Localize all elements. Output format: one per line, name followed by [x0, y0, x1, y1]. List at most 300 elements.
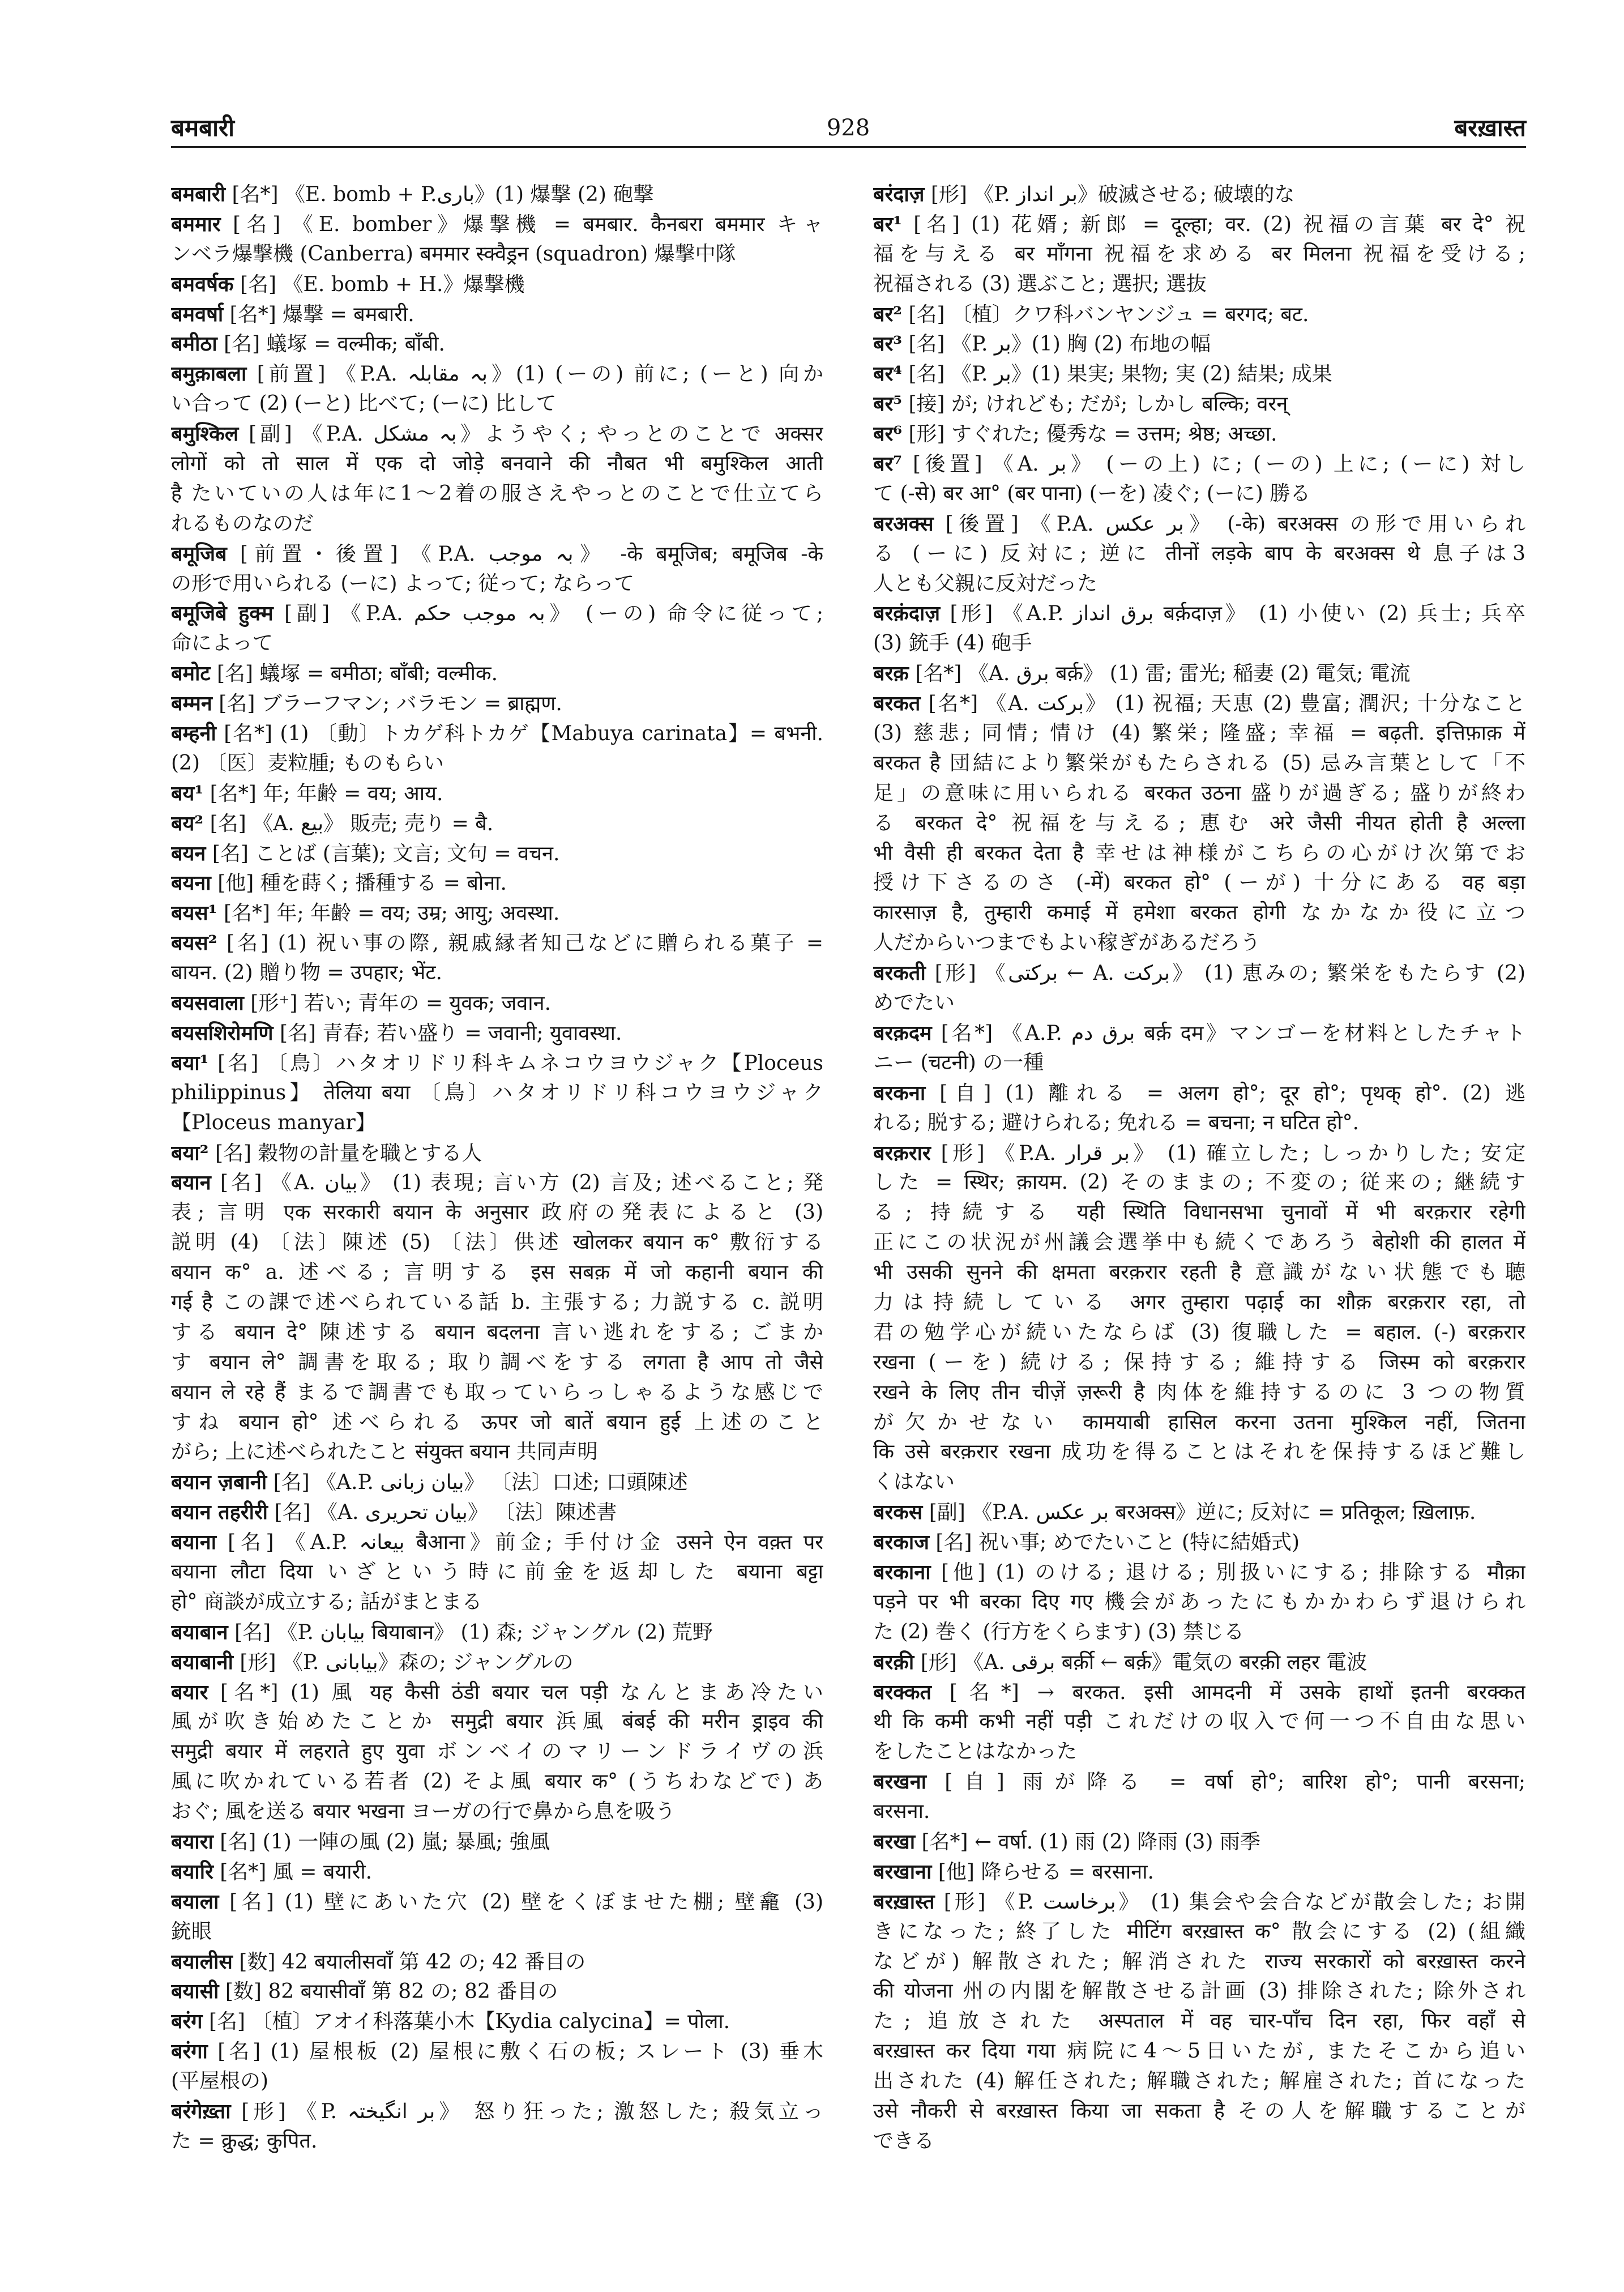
entry-line — [873, 569, 1525, 599]
entry-line-headword — [873, 958, 1525, 988]
entry-text: (3) 銃手 (4) 砲手 — [873, 631, 1032, 655]
entry-text: 君の勉学心が続いたならば (3) 復職した = बहाल. (-) बरक़रार — [873, 1320, 1525, 1344]
entry-text: 銃眼 — [171, 1919, 212, 1943]
entry-text: [名*] 《A. برکت》 (1) 祝福; 天恵 (2) 豊富; 潤沢; 十分なこと — [920, 692, 1525, 716]
entry-text: [自] 雨が降る = वर्षा हो°; बारिश हो°; पानी बरसना; — [926, 1770, 1525, 1794]
entry-text: [形] すぐれた; 優秀な = उत्तम; श्रेष्ठ; अच्छा. — [902, 422, 1277, 446]
entry-text: गई है この課で述べられている話 b. 主張する; 力説する c. 説明 — [171, 1290, 823, 1314]
entry-text: がら; 上に述べられたこと संयुक्त बयान 共同声明 — [171, 1440, 598, 1464]
entry-line — [171, 1078, 823, 1108]
headword: बरख़ास्त — [873, 1889, 935, 1914]
entry-line — [873, 1198, 1525, 1228]
headword: बय¹ — [171, 781, 204, 805]
headword: बयान तहरीरी — [171, 1500, 268, 1525]
entry-line-headword — [171, 2097, 823, 2127]
entry-line — [873, 779, 1525, 809]
entry-line-headword — [873, 659, 1525, 689]
entry-line-headword — [873, 1078, 1525, 1108]
headword: बरक़ — [873, 661, 909, 686]
entry-text: [名*] 《A.P. برق دم बर्क़ दम》マンゴーを材料としたチャト — [931, 1021, 1525, 1045]
entry-line — [873, 1228, 1525, 1258]
entry-text: 風が吹き始めたことか समुद्री बयार 浜風 बंबई की मरीन ड्राइव की — [171, 1710, 823, 1734]
entry-text: 授け下さるのさ (-में) बरकत हो° (ーが) 十分にある वह बड़ा — [873, 871, 1525, 895]
entry-text: [形] 《P. برخاست》 (1) 集会や会合などが散会した; お開 — [934, 1890, 1525, 1914]
headword: बमूजिब — [171, 541, 227, 566]
entry-text: 命によって — [171, 631, 273, 655]
headword: बरंदाज़ — [873, 182, 925, 206]
headword: बमुश्किल — [171, 422, 239, 446]
entry-text: る बरकत दे° 祝福を与える; 恵む अरे जैसी नीयत होती है अल्ला — [873, 811, 1525, 835]
entry-text: 人だからいつまでもよい稼ぎがあるだろう — [873, 931, 1261, 955]
entry-text: [名] 《P. بر》(1) 胸 (2) 布地の幅 — [902, 332, 1211, 356]
entry-line-headword — [171, 809, 823, 839]
entry-line — [873, 1288, 1525, 1318]
headword: बयना — [171, 871, 211, 895]
headword: बयान ज़बानी — [171, 1470, 267, 1495]
entry-line — [873, 1947, 1525, 1977]
entry-text: 説明 (4) 〔法〕陳述 (5) 〔法〕供述 खोलकर बयान क° 敷衍する — [171, 1231, 823, 1254]
entry-line — [873, 240, 1525, 270]
entry-text: बयान ले रहे हैं まるで調書でも取っていらっしゃるような感じで — [171, 1380, 823, 1404]
entry-text: 福を与える बर माँगना 祝福を求める बर मिलना 祝福を受ける; — [873, 242, 1525, 266]
entry-line-headword — [171, 1138, 823, 1168]
entry-text: पड़ने पर भी बरका दिए गए 機会があったにもかかわらず退けられ — [873, 1590, 1525, 1614]
entry-text: है たいていの人は年に1～2着の服さえやっとのことで仕立てら — [171, 481, 823, 505]
entry-text: [名] ことば (言葉); 文言; 文句 = वचन. — [206, 842, 560, 865]
entry-line — [171, 509, 823, 539]
headword: बर⁷ — [873, 452, 903, 476]
entry-text: [数] 82 बयासीवाँ 第 82 の; 82 番目の — [219, 1980, 558, 2004]
headword: बयासी — [171, 1979, 219, 2004]
headword: बमवर्षा — [171, 302, 224, 326]
entry-line — [873, 1737, 1525, 1767]
entry-line-headword — [171, 1947, 823, 1977]
headword: बयाना — [171, 1530, 217, 1555]
entry-line — [171, 1707, 823, 1737]
running-head-right: बरख़ास्त — [1454, 114, 1526, 142]
entry-line — [873, 1707, 1525, 1737]
entry-line — [171, 1348, 823, 1378]
entry-line-headword — [171, 419, 823, 449]
entry-text: [名] 《A. بیان》 (1) 表現; 言い方 (2) 言及; 述べること; 発 — [211, 1171, 823, 1195]
entry-line — [873, 928, 1525, 958]
headword: बयाला — [171, 1889, 219, 1914]
entry-text: 足」の意味に用いられる बरकत उठना 盛りが過ぎる; 盛りが終わ — [873, 781, 1525, 805]
entry-line — [873, 2097, 1525, 2127]
entry-text: などが) 解散された; 解消された राज्य सरकारों को बरख़ास्त करने — [873, 1949, 1525, 1973]
entry-line-headword — [873, 1887, 1525, 1917]
entry-text: [名] 《E. bomb + H.》爆撃機 — [233, 272, 525, 296]
entry-line — [873, 898, 1525, 928]
headword: बर¹ — [873, 212, 903, 236]
headword: बयारि — [171, 1859, 213, 1884]
entry-text: [形] 《P.A. بر قرار》 (1) 確立した; しっかりした; 安定 — [930, 1141, 1525, 1165]
headword: बयस¹ — [171, 901, 217, 925]
entry-line-headword — [873, 1018, 1525, 1048]
entry-line — [171, 1437, 823, 1467]
headword: बरखना — [873, 1770, 927, 1794]
entry-line-headword — [171, 1827, 823, 1857]
entry-text: [名*] → बरकत. इसी आमदनी में उसके हाथों इतनी बरक्कत — [931, 1680, 1525, 1704]
entry-text: रखना (ーを) 続ける; 保持する; 維持する जिस्म को बरक़रार — [873, 1350, 1525, 1374]
entry-text: [名] 《A. بیع》 販売; 売り = बै. — [203, 812, 494, 835]
entry-line — [873, 988, 1525, 1018]
headword: बयन — [171, 841, 206, 865]
entry-line — [873, 479, 1525, 509]
entry-text: る (ーに) 反対に; 逆に तीनों लड़के बाप के बरअक्स थे 息子は3 — [873, 541, 1525, 565]
entry-text: 祝福される (3) 選ぶこと; 選択; 選抜 — [873, 272, 1207, 296]
entry-text: [他] 種を蒔く; 播種する = बोना. — [211, 872, 507, 895]
entry-text: [形] 《A. برقی बर्क़ी ← बर्क़》電気の बरक़ी लहर 電波 — [914, 1650, 1367, 1674]
entry-line-headword — [873, 1827, 1525, 1857]
entry-text: बरकत है 団結により繁栄がもたらされる (5) 忌み言葉として「不 — [873, 751, 1525, 775]
entry-text: भी उसकी सुनने की क्षमता बरक़रार रहती है 意識がない状態でも聴 — [873, 1261, 1525, 1284]
entry-line — [171, 389, 823, 419]
entry-line — [873, 1587, 1525, 1617]
entry-text: [名] 〔植〕アオイ科落葉小木【Kydia calycina】= पोला. — [202, 2010, 730, 2034]
headword: बयारा — [171, 1829, 213, 1854]
entry-line — [171, 1917, 823, 1947]
headword: बया¹ — [171, 1051, 209, 1075]
entry-text: लोगों को तो साल में एक दो जोड़े बनवाने की नौबत भी बमुश्किल आती — [171, 452, 823, 476]
entry-text: [後置] 《A. بر》 (ーの上) に; (ーの) 上に; (ーに) 対し — [902, 453, 1525, 476]
entry-line-headword — [171, 1647, 823, 1678]
headword: बम्हनी — [171, 722, 216, 746]
headword: बर⁵ — [873, 392, 903, 416]
headword: बर⁴ — [873, 362, 903, 386]
entry-text: [名] (1) 祝い事の際, 親戚縁者知己などに贈られる菓子 = — [217, 932, 823, 955]
entry-text: [名] 祝い事; めでたいこと (特に結婚式) — [929, 1531, 1300, 1555]
entry-line — [873, 1408, 1525, 1438]
entry-line — [873, 2127, 1525, 2157]
entry-text: [名*] 《E. bomb + P.باری》(1) 爆撃 (2) 砲撃 — [225, 183, 654, 206]
entry-text: [名] 〔植〕クワ科バンヤンジュ = बरगद; बट. — [902, 302, 1309, 326]
entry-text: [副] 《P.A. بہ مشکل》ようやく; やっとのことで अक्सर — [238, 422, 823, 446]
entry-line-headword — [171, 988, 823, 1018]
entry-line — [873, 1348, 1525, 1378]
entry-text: [形] 《برکتی ← A. برکت》 (1) 恵みの; 繁栄をもたらす (2) — [925, 962, 1525, 985]
entry-text: की योजना 州の内閣を解散させる計画 (3) 排除された; 除外され — [873, 1979, 1525, 2003]
entry-text: [前置・後置] 《P.A. بہ موجب》 -के बमूजिब; बमूजिब -के — [226, 542, 823, 566]
entry-line-headword — [873, 689, 1525, 719]
headword: बर² — [873, 302, 903, 326]
entry-text: [名] 《A. بیان تحریری》 〔法〕陳述書 — [268, 1501, 617, 1525]
entry-text: [名*] 年; 年齢 = वय; उम्र; आयु; अवस्था. — [217, 902, 560, 925]
entry-line-headword — [873, 300, 1525, 330]
entry-line — [873, 868, 1525, 898]
entry-text: [前置] 《P.A. بہ مقابلہ》(1) (ーの) 前に; (ーと) 向か — [246, 362, 823, 386]
entry-line-headword — [171, 1678, 823, 1708]
entry-line — [873, 539, 1525, 569]
entry-text: [数] 42 बयालीसवाँ 第 42 の; 42 番目の — [232, 1950, 586, 1974]
headword: बरंगेख़्ता — [171, 2099, 231, 2123]
headword: बरक़दम — [873, 1021, 932, 1045]
entry-text: す बयान ले° 調書を取る; 取り調べをする लगता है आप तो जैसे — [171, 1350, 823, 1374]
entry-line — [171, 1737, 823, 1767]
headword: बर⁶ — [873, 422, 903, 446]
entry-line-headword — [873, 449, 1525, 479]
entry-line — [171, 629, 823, 659]
entry-line-headword — [171, 1018, 823, 1048]
entry-text: の形で用いられる (ーに) よって; 従って; ならって — [171, 571, 635, 595]
entry-text: [名] (1) 屋根板 (2) 屋根に敷く石の板; スレート (3) 垂木 — [207, 2040, 823, 2064]
entry-text: रखने के लिए तीन चीज़ें ज़रूरी है 肉体を維持するのに 3 つの物質 — [873, 1380, 1525, 1404]
entry-line-headword — [171, 210, 823, 240]
entry-line — [171, 569, 823, 599]
entry-line — [171, 1288, 823, 1318]
entry-line — [171, 1108, 823, 1138]
entry-text: れるものなのだ — [171, 511, 314, 535]
entry-text: [名] 青春; 若い盛り = जवानी; युवावस्था. — [273, 1021, 622, 1045]
entry-line — [171, 749, 823, 779]
headword: बमवर्षक — [171, 272, 234, 296]
entry-line — [171, 1797, 823, 1827]
headword: बरखाना — [873, 1859, 932, 1884]
entry-line — [171, 479, 823, 509]
entry-text: [接] が; けれども; だが; しかし बल्कि; वरन् — [902, 392, 1288, 416]
entry-line — [873, 629, 1525, 659]
headword: बरंगा — [171, 2039, 208, 2064]
entry-line-headword — [171, 300, 823, 330]
entry-text: [名] 蟻塚 = वल्मीक; बाँबी. — [217, 332, 445, 356]
entry-line — [873, 809, 1525, 839]
entry-text: हो° 商談が成立する; 話がまとまる — [171, 1590, 482, 1614]
headword: बयार — [171, 1680, 208, 1704]
right-column — [873, 180, 1525, 2157]
entry-text: [自] (1) 離れる = अलग हो°; दूर हो°; पृथक् हो°. (2) 逃 — [925, 1081, 1525, 1105]
entry-text: [形] 《P. بر انداز》破滅させる; 破壊的な — [924, 183, 1295, 206]
entry-text: 人とも父親に反対だった — [873, 571, 1098, 595]
entry-line-headword — [171, 359, 823, 389]
entry-text: कि उसे बरक़रार रखना 成功を得ることはそれを保持するほど難し — [873, 1440, 1525, 1464]
headword: बमूजिबे हुक्म — [171, 601, 273, 626]
headword: बयसवाला — [171, 991, 244, 1015]
entry-text: [名*] (1) 〔動〕トカゲ科トカゲ【Mabuya carinata】= बभनी. — [216, 722, 823, 746]
entry-line-headword — [171, 1497, 823, 1527]
entry-line-headword — [873, 1497, 1525, 1527]
entry-line — [171, 240, 823, 270]
entry-line-headword — [171, 1467, 823, 1497]
headword: बमोट — [171, 661, 211, 686]
entry-text: (平屋根の) — [171, 2069, 269, 2093]
entry-line-headword — [171, 928, 823, 958]
entry-text: [副] 《P.A. بہ موجب حکم》 (ーの) 命令に従って; — [273, 602, 823, 626]
entry-line-headword — [171, 868, 823, 898]
entry-text: くはない — [873, 1470, 955, 1494]
entry-line-headword — [171, 1048, 823, 1078]
entry-line — [873, 1258, 1525, 1288]
entry-text: बरसना. — [873, 1800, 930, 1824]
entry-text: [名] (1) 花婿; 新郎 = दूल्हा; वर. (2) 祝福の言葉 बर दे° 祝 — [902, 212, 1525, 236]
entry-line — [873, 2007, 1525, 2037]
entry-line-headword — [171, 599, 823, 629]
entry-text: [名] 《A.P. بیان زبانی》 〔法〕口述; 口頭陳述 — [267, 1471, 688, 1495]
entry-line — [171, 1378, 823, 1408]
entry-line-headword — [873, 389, 1525, 419]
headword: बर³ — [873, 332, 903, 356]
entry-text: が欠かせない कामयाबी हासिल करना उतना मुश्किल नहीं, जितना — [873, 1410, 1525, 1434]
entry-line-headword — [171, 1617, 823, 1647]
entry-text: 正にこの状況が州議会選挙中も続くであろう बेहोशी की हालत में — [873, 1231, 1525, 1254]
entry-text: [名] 〔鳥〕ハタオリドリ科キムネコウヨウジャク【Ploceus — [208, 1051, 823, 1075]
entry-text: [後置] 《P.A. بر عکس》 (-के) बरअक्स の形で用いられ — [933, 512, 1525, 536]
headword: बरकती — [873, 961, 926, 985]
entry-text: [名] (1) 壁にあいた穴 (2) 壁をくぼませた棚; 壁龕 (3) — [219, 1890, 823, 1914]
entry-line-headword — [873, 1138, 1525, 1168]
entry-text: する बयान दे° 陳述する बयान बदलना 言い逃れをする; ごまか — [171, 1320, 823, 1344]
headword: बरक़ंदाज़ — [873, 601, 941, 626]
entry-text: [形] 《A.P. برق انداز बर्क़दाज़》 (1) 小使い (2) 兵士; 兵卒 — [940, 602, 1525, 626]
entry-text: [形] 《P. بیابانی》森の; ジャングルの — [233, 1650, 574, 1674]
entry-line-headword — [171, 270, 823, 300]
entry-line — [873, 749, 1525, 779]
entry-line-headword — [171, 1857, 823, 1887]
headword: बमुक़ाबला — [171, 362, 247, 386]
entry-line — [873, 1467, 1525, 1497]
entry-line — [171, 1258, 823, 1288]
entry-line-headword — [171, 2007, 823, 2037]
entry-text: 風に吹かれている若者 (2) そよ風 बयार क° (うちわなどで) あ — [171, 1770, 823, 1794]
entry-line-headword — [171, 1168, 823, 1198]
entry-text: [名] 《A.P. بیعانہ बैआना》前金; 手付け金 उसने ऐन वक़्त पर — [216, 1531, 823, 1555]
entry-line-headword — [873, 509, 1525, 539]
entry-line — [171, 2067, 823, 2097]
entry-text: ニー (चटनी) の一種 — [873, 1051, 1044, 1074]
entry-line — [873, 2067, 1525, 2097]
entry-text: おぐ; 風を送る बयार भखना ヨーガの行で鼻から息を吸う — [171, 1800, 676, 1824]
headword: बरक़रार — [873, 1141, 931, 1165]
entry-line — [171, 2127, 823, 2157]
entry-text: めでたい — [873, 991, 955, 1015]
entry-text: した = स्थिर; क़ायम. (2) そのままの; 不変の; 従来の; 継続す — [873, 1171, 1525, 1194]
entry-line-headword — [873, 359, 1525, 389]
entry-text: ンベラ爆撃機 (Canberra) बममार स्क्वैड्रन (squadron) 爆撃中隊 — [171, 242, 736, 266]
entry-text: [名] ブラーフマン; バラモン = ब्राह्मण. — [212, 692, 562, 716]
entry-line-headword — [873, 1857, 1525, 1887]
entry-text: れる; 脱する; 避けられる; 免れる = बचना; न घटित हो°. — [873, 1111, 1360, 1134]
entry-text: をしたことはなかった — [873, 1740, 1078, 1764]
entry-text: बरख़ास्त कर दिया गया 病院に4～5日いたが, またそこから追い — [873, 2039, 1525, 2063]
entry-line-headword — [873, 419, 1525, 449]
entry-line-headword — [171, 539, 823, 569]
entry-line — [171, 958, 823, 988]
entry-text: [名] 《E. bomber》爆撃機 = बमबार. कैनबरा बममार キャ — [220, 212, 823, 236]
entry-text: [他] (1) のける; 退ける; 別扱いにする; 排除する मौक़ा — [930, 1560, 1525, 1584]
entry-line — [873, 1048, 1525, 1078]
headword: बरकना — [873, 1081, 926, 1105]
headword: बयसशिरोमणि — [171, 1021, 273, 1045]
headword: बम्मन — [171, 692, 212, 716]
entry-text: すね बयान हो° 述べられる ऊपर जो बातें बयान हुई 上述のこと — [171, 1410, 823, 1434]
entry-line — [171, 1198, 823, 1228]
entry-line-headword — [171, 719, 823, 749]
headword: बरकस — [873, 1500, 923, 1525]
entry-line — [873, 1108, 1525, 1138]
entry-text: [他] 降らせる = बरसाना. — [931, 1860, 1154, 1884]
headword: बया² — [171, 1141, 209, 1165]
headword: बय² — [171, 811, 204, 835]
header-rule — [171, 146, 1526, 148]
entry-line-headword — [171, 180, 823, 210]
headword: बरअक्स — [873, 511, 934, 536]
entry-line — [873, 1437, 1525, 1467]
entry-text: [副] 《P.A. بر عکس बरअक्स》逆に; 反対に = प्रतिकूल; ख़िलाफ़. — [922, 1501, 1476, 1525]
entry-line — [171, 1228, 823, 1258]
entry-line-headword — [171, 779, 823, 809]
entry-text: बयाना लौटा दिया いざという時に前金を返却した बयाना बट्टा — [171, 1560, 823, 1584]
entry-text: कारसाज़ है, तुम्हारी कमाई में हमेशा बरकत होगी なかなか役に立つ — [873, 901, 1525, 925]
entry-line-headword — [171, 2037, 823, 2067]
entry-text: きになった; 終了した मीटिंग बरख़ास्त क° 散会にする (2) (組織 — [873, 1919, 1525, 1943]
entry-text: て (-से) बर आ° (बर पाना) (ーを) 凌ぐ; (ーに) 勝る — [873, 481, 1311, 505]
entry-text: [名] 穀物の計量を職とする人 — [208, 1141, 482, 1165]
entry-line — [171, 1767, 823, 1797]
entry-text: 出された (4) 解任された; 解職された; 解雇された; 首になった — [873, 2069, 1525, 2093]
entry-line — [873, 719, 1525, 749]
page-number: 928 — [826, 115, 870, 141]
entry-line — [873, 1797, 1525, 1827]
entry-line-headword — [873, 329, 1525, 359]
headword: बमीठा — [171, 332, 217, 356]
entry-line — [873, 1318, 1525, 1348]
entry-text: る; 持続する यही स्थिति विधानसभा चुनावों में भी बरक़रार रहेगी — [873, 1201, 1525, 1224]
headword: बरकाज — [873, 1530, 929, 1555]
entry-text: [名] 《P. بر》(1) 果実; 果物; 実 (2) 結果; 成果 — [902, 362, 1332, 386]
entry-line — [171, 1587, 823, 1617]
headword: बरकाना — [873, 1560, 931, 1584]
entry-text: [名] 蟻塚 = बमीठा; बाँबी; वल्मीक. — [210, 662, 498, 686]
entry-text: た; 追放された अस्पताल में वह चार-पाँच दिन रहा, फिर वहाँ से — [873, 2009, 1525, 2033]
entry-text: [形⁺] 若い; 青年の = युवक; जवान. — [243, 992, 552, 1015]
entry-text: 表; 言明 एक सरकारी बयान के अनुसार 政府の発表によると (3) — [171, 1201, 823, 1224]
entry-text: 【Ploceus manyar】 — [171, 1111, 376, 1134]
entry-line — [873, 1168, 1525, 1198]
entry-line-headword — [873, 599, 1525, 629]
entry-line-headword — [171, 1977, 823, 2007]
headword: बयाबान — [171, 1620, 228, 1644]
entry-text: た = क्रुद्ध; कुपित. — [171, 2129, 318, 2153]
entry-text: [名*] 爆撃 = बमबारी. — [223, 302, 414, 326]
entry-line — [171, 1318, 823, 1348]
entry-line-headword — [171, 1527, 823, 1557]
running-head-left: बमबारी — [171, 114, 235, 142]
entry-line-headword — [873, 1647, 1525, 1678]
entry-line-headword — [873, 210, 1525, 240]
entry-line-headword — [171, 329, 823, 359]
entry-line — [873, 1617, 1525, 1647]
entry-text: い合って (2) (ーと) 比べて; (ーに) 比して — [171, 392, 557, 416]
left-column — [171, 180, 823, 2157]
entry-text: बायन. (2) 贈り物 = उपहार; भेंट. — [171, 961, 442, 985]
entry-line-headword — [171, 839, 823, 869]
entry-text: た (2) 巻く (行方をくらます) (3) 禁じる — [873, 1620, 1245, 1644]
entry-text: भी वैसी ही बरकत देता है 幸せは神様がこちらの心がけ次第でお — [873, 841, 1525, 865]
entry-text: थी कि कमी कभी नहीं पड़ी これだけの収入で何一つ不自由な思い — [873, 1710, 1525, 1734]
headword: बयस² — [171, 931, 217, 955]
headword: बममार — [171, 212, 221, 236]
entry-line-headword — [873, 180, 1525, 210]
entry-line — [171, 1408, 823, 1438]
entry-line-headword — [171, 689, 823, 719]
headword: बरक़ी — [873, 1650, 914, 1674]
entry-line — [873, 1378, 1525, 1408]
entry-text: [名] 《P. بیابان बियाबान》 (1) 森; ジャングル (2) 荒野 — [228, 1620, 713, 1644]
entry-line — [873, 1917, 1525, 1947]
entry-text: [名] (1) 一陣の風 (2) 嵐; 暴風; 強風 — [213, 1830, 550, 1854]
headword: बरखा — [873, 1829, 916, 1854]
entry-line-headword — [873, 1527, 1525, 1557]
entry-line — [171, 1557, 823, 1587]
